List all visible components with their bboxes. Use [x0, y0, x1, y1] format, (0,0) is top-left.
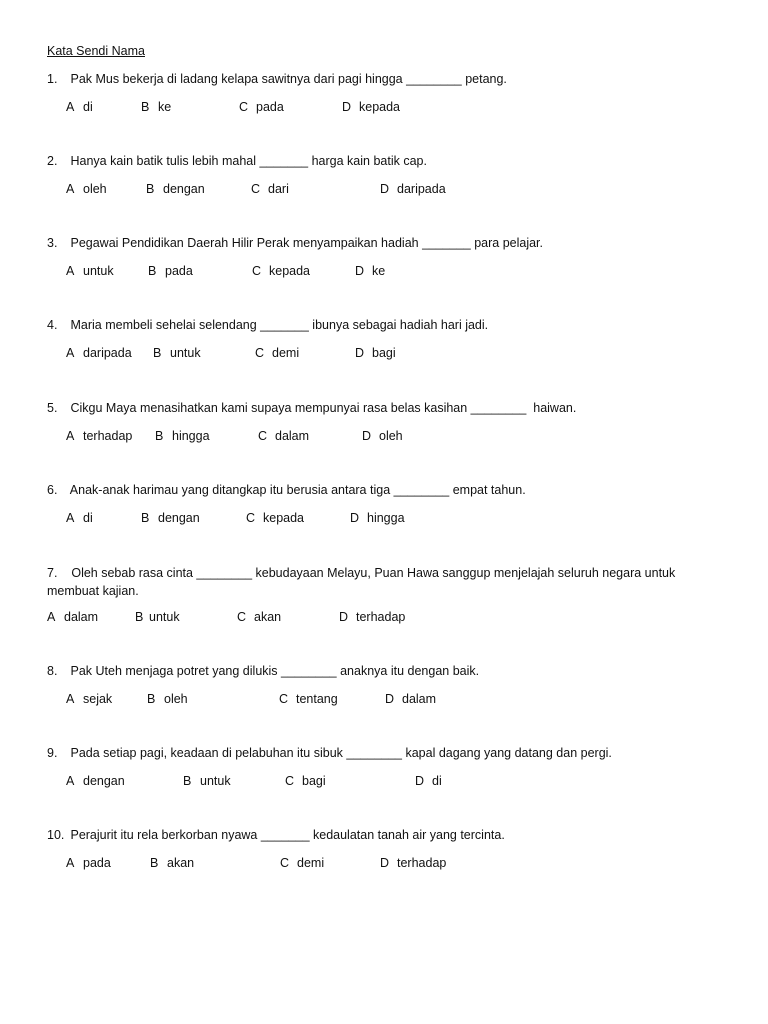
question-text: Hanya kain batik tulis lebih mahal _______ harga kain batik cap.: [70, 154, 427, 168]
question-number: 10.: [47, 828, 65, 842]
option-d[interactable]: D kepada: [342, 100, 401, 114]
option-d[interactable]: D daripada: [380, 182, 446, 196]
question-6: [47, 483, 526, 497]
option-d[interactable]: D di: [415, 774, 442, 788]
option-a[interactable]: A dalam: [47, 610, 99, 624]
question-2: [47, 154, 427, 168]
question-number: 6.: [47, 483, 58, 497]
question-number: 3.: [47, 236, 58, 250]
question-text: Maria membeli sehelai selendang _______ ibunya sebagai hadiah hari jadi.: [70, 318, 489, 332]
option-d[interactable]: D terhadap: [339, 610, 406, 624]
question-text: Oleh sebab rasa cinta ________ kebudayaan Melayu, Puan Hawa sanggup menjelajah seluruh negara untuk membuat kajian.: [47, 566, 676, 598]
question-text: Pak Uteh menjaga potret yang dilukis ________ anaknya itu dengan baik.: [70, 664, 480, 678]
question-number: 9.: [47, 746, 58, 760]
option-a[interactable]: A dengan: [66, 774, 125, 788]
question-3: [47, 236, 543, 250]
question-number: 1.: [47, 72, 58, 86]
worksheet-title: Kata Sendi Nama: [47, 44, 145, 58]
question-text: Pegawai Pendidikan Daerah Hilir Perak menyampaikan hadiah _______ para pelajar.: [70, 236, 544, 250]
option-a[interactable]: A pada: [66, 856, 111, 870]
option-c[interactable]: C demi: [280, 856, 325, 870]
option-b[interactable]: B untuk: [153, 346, 201, 360]
option-d[interactable]: D terhadap: [380, 856, 447, 870]
option-c[interactable]: C pada: [239, 100, 284, 114]
option-c[interactable]: C tentang: [279, 692, 338, 706]
option-b[interactable]: B dengan: [141, 511, 200, 525]
option-b[interactable]: B pada: [148, 264, 193, 278]
option-a[interactable]: A untuk: [66, 264, 114, 278]
question-text: Pak Mus bekerja di ladang kelapa sawitnya dari pagi hingga ________ petang.: [70, 72, 507, 86]
question-number: 2.: [47, 154, 58, 168]
option-a[interactable]: A di: [66, 100, 93, 114]
option-b[interactable]: B untuk: [183, 774, 231, 788]
option-c[interactable]: C bagi: [285, 774, 326, 788]
question-text: Pada setiap pagi, keadaan di pelabuhan itu sibuk ________ kapal dagang yang datang dan pergi.: [70, 746, 612, 760]
option-a[interactable]: A oleh: [66, 182, 107, 196]
question-8: [47, 664, 479, 678]
option-a[interactable]: A terhadap: [66, 429, 133, 443]
question-number: 4.: [47, 318, 58, 332]
option-d[interactable]: D hingga: [350, 511, 405, 525]
option-c[interactable]: C akan: [237, 610, 282, 624]
option-d[interactable]: D ke: [355, 264, 386, 278]
option-b[interactable]: B ke: [141, 100, 172, 114]
option-c[interactable]: C demi: [255, 346, 300, 360]
option-d[interactable]: D bagi: [355, 346, 396, 360]
question-9: [47, 746, 612, 760]
option-c[interactable]: C dalam: [258, 429, 310, 443]
question-text: Anak-anak harimau yang ditangkap itu berusia antara tiga ________ empat tahun.: [69, 483, 526, 497]
question-7: [47, 564, 707, 600]
option-b[interactable]: B akan: [150, 856, 195, 870]
option-b[interactable]: B oleh: [147, 692, 188, 706]
question-text: Perajurit itu rela berkorban nyawa _______ kedaulatan tanah air yang tercinta.: [70, 828, 505, 842]
option-a[interactable]: A di: [66, 511, 93, 525]
question-10: [47, 828, 505, 842]
question-number: 7.: [47, 566, 58, 580]
question-text: Cikgu Maya menasihatkan kami supaya mempunyai rasa belas kasihan ________ haiwan.: [70, 401, 577, 415]
option-d[interactable]: D oleh: [362, 429, 403, 443]
question-number: 8.: [47, 664, 58, 678]
question-number: 5.: [47, 401, 58, 415]
option-b[interactable]: B untuk: [135, 610, 180, 624]
option-b[interactable]: B dengan: [146, 182, 205, 196]
option-c[interactable]: C kepada: [246, 511, 305, 525]
option-b[interactable]: B hingga: [155, 429, 210, 443]
option-a[interactable]: A daripada: [66, 346, 132, 360]
question-4: [47, 318, 488, 332]
option-c[interactable]: C dari: [251, 182, 289, 196]
question-1: [47, 72, 507, 86]
option-d[interactable]: D dalam: [385, 692, 437, 706]
question-5: [47, 401, 576, 415]
option-c[interactable]: C kepada: [252, 264, 311, 278]
option-a[interactable]: A sejak: [66, 692, 113, 706]
